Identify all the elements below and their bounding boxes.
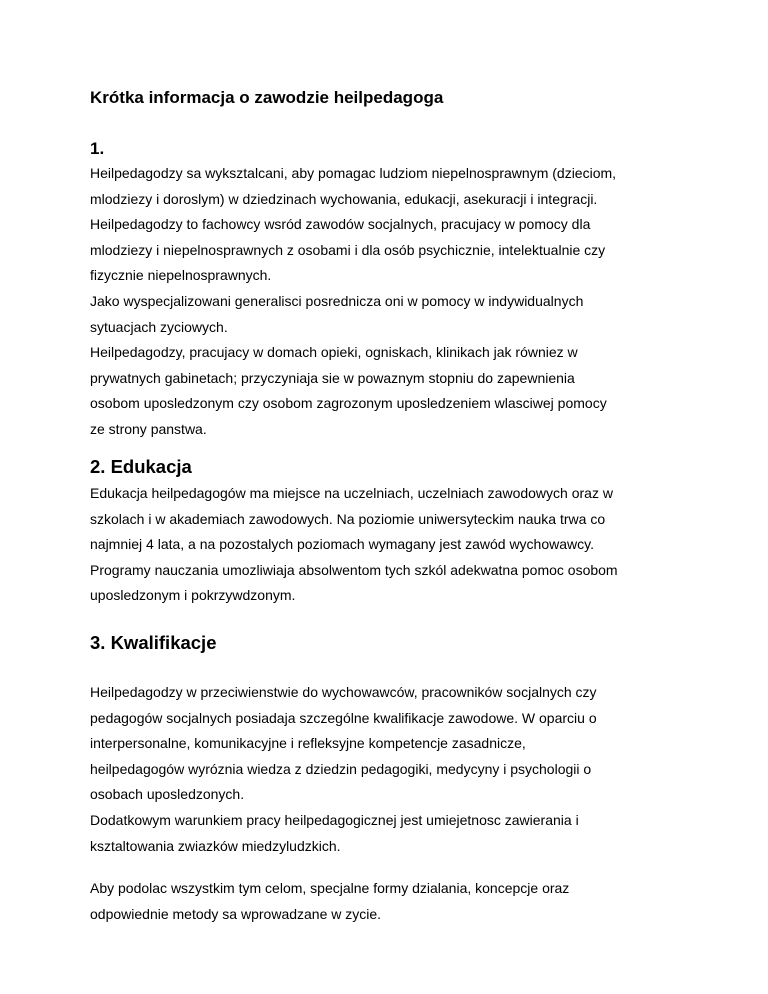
section-3-paragraph — [90, 680, 730, 859]
text-line: Heilpedagodzy w przeciwienstwie do wychowawców, pracowników socjalnych czy — [90, 684, 597, 700]
text-line: ze strony panstwa. — [90, 420, 207, 437]
section-2-paragraph — [90, 481, 730, 609]
text-line: mlodziezy i doroslym) w dziedzinach wychowania, edukacji, asekuracji i integracji. — [90, 190, 598, 207]
text-line: fizycznie niepelnosprawnych. — [90, 267, 272, 284]
section-1-paragraph — [90, 161, 730, 443]
text-line: Jako wyspecjalizowani generalisci posrednicza oni w pomocy w indywidualnych — [90, 292, 584, 309]
text-line: odpowiednie metody sa wprowadzane w zycie. — [90, 905, 382, 922]
text-line: heilpedagogów wyróznia wiedza z dziedzin pedagogiki, medycyny i psychologii o — [90, 760, 592, 777]
text-line: uposledzonym i pokrzywdzonym. — [90, 587, 296, 604]
document-title: Krótka informacja o zawodzie heilpedagoga — [90, 88, 444, 107]
text-line: pedagogów socjalnych posiadaja szczególne kwalifikacje zawodowe. W oparciu o — [90, 709, 597, 726]
text-line: Aby podolac wszystkim tym celom, specjalne formy dzialania, koncepcje oraz — [90, 880, 570, 896]
text-line: mlodziezy i niepelnosprawnych z osobami i dla osób psychicznie, intelektualnie czy — [90, 241, 606, 258]
section-2-heading: 2. Edukacja — [90, 456, 192, 477]
text-line: szkolach i w akademiach zawodowych. Na poziomie uniwersyteckim nauka trwa co — [90, 510, 606, 527]
text-line: prywatnych gabinetach; przyczyniaja sie w powaznym stopniu do zapewnienia — [90, 369, 575, 386]
text-line: Dodatkowym warunkiem pracy heilpedagogicznej jest umiejetnosc zawierania i — [90, 811, 579, 828]
text-line: ksztaltowania zwiazków miedzyludzkich. — [90, 837, 341, 854]
text-line: Heilpedagodzy to fachowcy wsród zawodów socjalnych, pracujacy w pomocy dla — [90, 216, 591, 233]
text-line: Heilpedagodzy sa wyksztalcani, aby pomagac ludziom niepelnosprawnym (dzieciom, — [90, 165, 617, 181]
text-line: Heilpedagodzy, pracujacy w domach opieki, ogniskach, klinikach jak równiez w — [90, 344, 578, 361]
text-line: sytuacjach zyciowych. — [90, 318, 228, 335]
text-line: interpersonalne, komunikacyjne i refleksyjne kompetencje zasadnicze, — [90, 735, 526, 752]
text-line: Edukacja heilpedagogów ma miejsce na uczelniach, uczelniach zawodowych oraz w — [90, 485, 613, 501]
text-line: osobom uposledzonym czy osobom zagrozonym uposledzeniem wlasciwej pomocy — [90, 395, 607, 412]
closing-paragraph — [90, 876, 730, 927]
text-line: Programy nauczania umozliwiaja absolwentom tych szkól adekwatna pomoc osobom — [90, 561, 618, 578]
text-line: najmniej 4 lata, a na pozostalych poziomach wymagany jest zawód wychowawcy. — [90, 536, 594, 553]
section-3-heading: 3. Kwalifikacje — [90, 632, 217, 653]
text-line: osobach uposledzonych. — [90, 786, 245, 803]
section-1-heading: 1. — [90, 139, 105, 158]
